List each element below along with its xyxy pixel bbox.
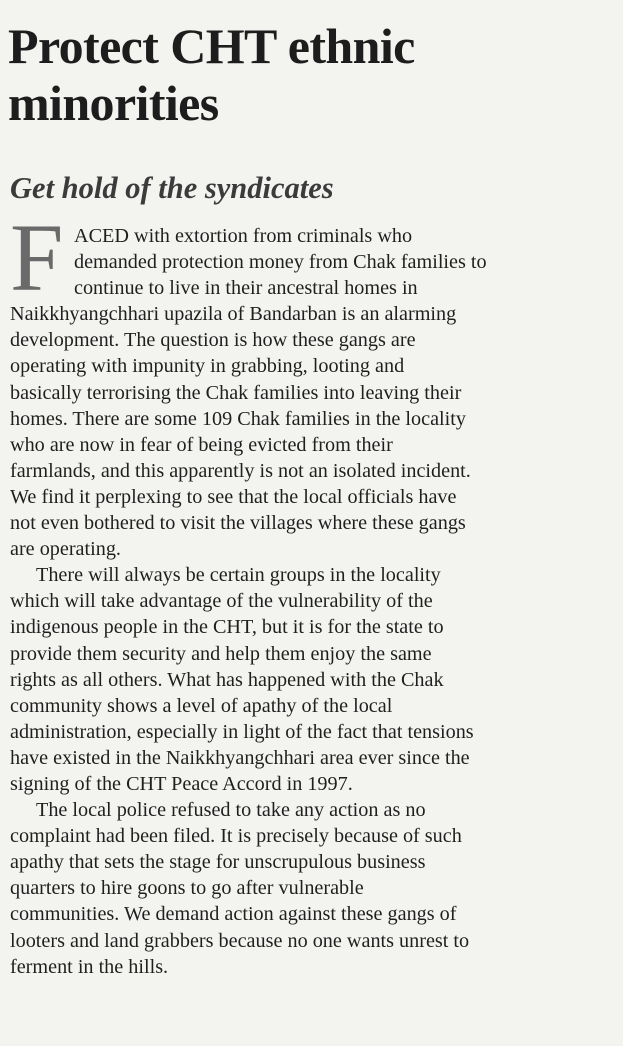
body-line: which will take advantage of the vulnerability of the <box>10 590 433 613</box>
body-line: continue to live in their ancestral homes in <box>74 277 418 300</box>
body-line: farmlands, and this apparently is not an isolated incident. <box>10 459 471 482</box>
body-line: We find it perplexing to see that the local officials have <box>10 485 457 508</box>
article-body <box>10 223 616 980</box>
body-line: looters and land grabbers because no one wants unrest to <box>10 929 470 952</box>
headline-line: Protect CHT ethnic <box>8 18 415 74</box>
body-line: indigenous people in the CHT, but it is for the state to <box>10 616 444 639</box>
body-line: complaint had been filed. It is precisely because of such <box>10 825 462 848</box>
body-line: There will always be certain groups in the locality <box>36 564 441 587</box>
body-line: The local police refused to take any action as no <box>36 799 426 822</box>
article-headline <box>8 18 613 132</box>
body-line: basically terrorising the Chak families into leaving their <box>10 381 462 404</box>
body-line: communities. We demand action against these gangs of <box>10 903 457 926</box>
body-line: homes. There are some 109 Chak families in the locality <box>10 407 466 430</box>
body-line: ferment in the hills. <box>10 955 169 978</box>
headline-line: minorities <box>8 75 219 131</box>
body-line: ACED with extortion from criminals who <box>74 225 413 247</box>
body-line: provide them security and help them enjoy the same <box>10 642 432 665</box>
article-subhead: Get hold of the syndicates <box>10 171 334 205</box>
body-line: who are now in fear of being evicted from their <box>10 433 393 456</box>
body-line: are operating. <box>10 538 121 561</box>
body-line: Naikkhyangchhari upazila of Bandarban is an alarming <box>10 303 457 326</box>
body-line: apathy that sets the stage for unscrupulous business <box>10 851 426 874</box>
body-line: signing of the CHT Peace Accord in 1997. <box>10 772 353 795</box>
body-line: community shows a level of apathy of the local <box>10 694 393 717</box>
drop-cap: F <box>10 204 64 311</box>
body-line: have existed in the Naikkhyangchhari area ever since the <box>10 746 470 769</box>
body-line: administration, especially in light of the fact that tensions <box>10 720 474 743</box>
body-line: rights as all others. What has happened with the Chak <box>10 668 444 691</box>
body-line: development. The question is how these gangs are <box>10 329 416 352</box>
body-line: not even bothered to visit the villages where these gangs <box>10 512 466 535</box>
body-line: demanded protection money from Chak families to <box>74 251 487 274</box>
body-line: quarters to hire goons to go after vulnerable <box>10 877 364 900</box>
body-line: operating with impunity in grabbing, looting and <box>10 355 405 378</box>
